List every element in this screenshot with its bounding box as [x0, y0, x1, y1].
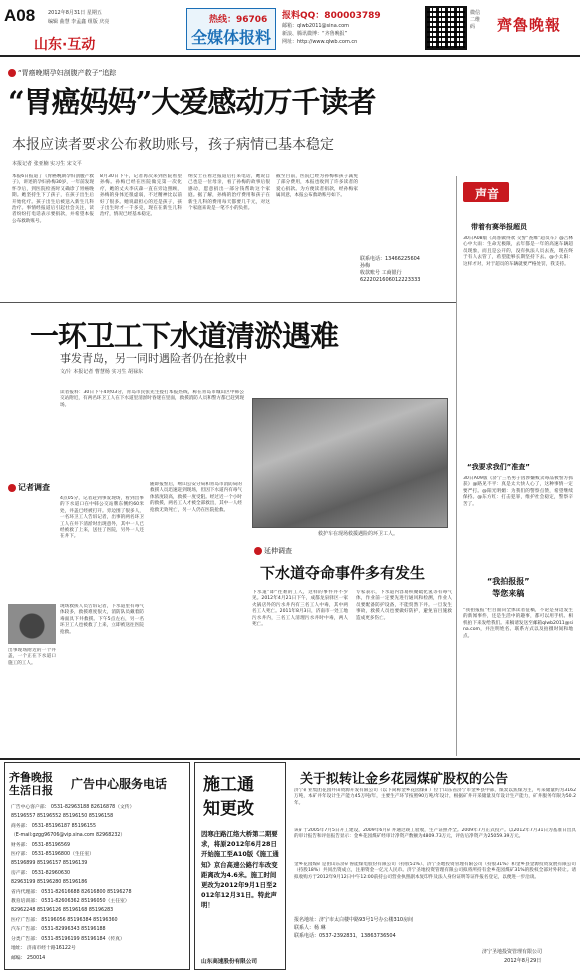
ad-box-title-left: 齐鲁晚报 生活日报	[9, 771, 53, 797]
hotline-box	[186, 8, 276, 50]
notice-signer: 山东高速股份有限公司	[201, 959, 257, 965]
email-line: 邮箱：qlwb2011@sina.com	[282, 23, 350, 29]
followup-headline: 下水道夺命事件多有发生	[260, 564, 426, 582]
announcement-para2: 该矿于2005年7月5日开工建设，2009年6月矿井通过竣工验收，生产证照齐全。2009年7月正式投产。以2012年7月31日为基准日出具的审计报告和评估报告显示：金乡花园煤矿经审计净资产数额为4809.73万元，评估后净资产为25059.39万元。	[294, 828, 576, 840]
construction-notice	[194, 762, 286, 970]
account-name: 孙梅	[360, 263, 371, 269]
ad-line: 邮编： 250014	[11, 955, 46, 961]
followup-kicker: 延伸调查	[254, 546, 292, 556]
article-cancer-mother	[0, 60, 454, 296]
article2-byline: 文/片 本报记者 曹慧杨 实习生 胡禄东	[60, 369, 144, 375]
ad-line: 医疗部： 0531-85196800（生任室）	[11, 852, 95, 858]
article1-col1: 本报6日报道了《胃癌晚期孕妇剖腹产救子》，讲述的孕妇孙梅30岁，一年前发现怀孕后，到医院检查时又确诊了胃癌晚期。她坚持生下了孩子，在孩子出生后开始化疗。孩子出生后被送入新生儿科治疗。事情经报道后引起社会关注，读者纷纷打电话表示要捐款，并希望本报公布救助账号。	[12, 174, 94, 224]
section-title: 山东·互动	[34, 37, 96, 53]
account-phone: 联系电话：13466225604	[360, 256, 420, 262]
voice-text1: 30日A08版《高客做得欢 交警“查爆”超员车》@吉林心中大雨：生命无极限，去年都是一年的高速车辆超员现象，而且是公开的，没有执法人员去查，现在终于有人去管了，希望能够长期坚持下去。@小太阳：这样才对，对于超员的车辆就要严格处罚，我支持。	[463, 236, 573, 267]
rescue-photo	[252, 398, 448, 528]
voice-text3: “我拍报报”栏目面向全体读者征稿，不论是身边发生的新闻事件，还是生活中的趣事，都可以用手机、相机拍下来发给我们。来稿请发送至邮箱qlwb2011@sina.com，并注明姓名、联系方式以及拍摄时间和地点。	[463, 608, 573, 639]
ad-line: 分类广告部： 0531-85196199 85196184（传真）	[11, 936, 125, 942]
report-head: 记者调查	[8, 482, 50, 493]
ad-line: 教育培训部： 0531-82606362 85196050（主任室）	[11, 899, 130, 905]
voice-text2: 30日A09版《济宁三名男子因涉嫌贩卖毒品被警方抓获》@路见不平：真是太大快人心了，这种事情一定要严打。@阳光明媚：为我们的警察点赞，希望继续保持。@东方红：打击犯罪，维护社会稳定，警察辛苦了。	[463, 476, 573, 507]
followup-section	[252, 538, 454, 752]
report-label: 报料QQ：800003789	[282, 11, 381, 21]
announcement-signer: 济宁圣地投资管理有限公司	[482, 949, 543, 955]
ad-line: （E-mail:gzgg96706@vip.sina.com 82968232）	[11, 833, 126, 839]
manhole-inset-photo	[8, 604, 56, 644]
article2-deck: 事发青岛，另一同时遇险者仍在抢救中	[60, 352, 247, 365]
article1-headline: “胃癌妈妈”大爱感动万千读者	[8, 85, 376, 119]
ad-line: 房产部： 0531-82960630	[11, 870, 71, 876]
announcement-title: 关于拟转让金乡花园煤矿股权的公告	[300, 772, 509, 787]
rule-after-article1	[0, 302, 456, 303]
announcement-contact-addr: 报名地址：济宁市太白楼中路93号1号办公楼310房间	[294, 917, 414, 923]
weibo-line: 新浪、腾讯微博：“齐鲁晚报”	[282, 31, 348, 37]
announcement-contact-phone: 联系电话：0537-2392831，13863736504	[294, 933, 396, 939]
web-line: 网址：http://www.qlwb.com.cn	[282, 39, 358, 45]
announcement-para1: 济宁矿业集团花园井田资源开发有限公司（以下简称金乡花园煤矿）位于山东省济宁市金乡县中部，煤炭以焦煤为主，可采储量约为3162万吨，本矿井年设计生产能力45万吨/年，主要生产环节按照90万吨/年设计，根据矿井开采储量及年设计生产能力，矿井服务年限为50.2年。	[294, 788, 576, 806]
ad-line: 汽车广告部： 0531-82996343 85196188	[11, 927, 106, 933]
article2-col2: 现场救援人员告诉记者，下水道里有毒气体较多，救援难度很大，消防队员戴着防毒面具下井救援。下午5点左右，另一名环卫工人也被救了上来，立即被送往医院抢救。	[60, 604, 144, 635]
hotline-title: 全媒体报料	[191, 28, 272, 47]
account-number: 6222021606012223333	[360, 277, 421, 283]
announcement-contact-person: 联系人：杨 琳	[294, 925, 326, 931]
article2-headline: 一环卫工下水道清淤遇难	[30, 319, 339, 353]
editors-line: 编辑 曲慧 李孟鑫 组版 庆亮	[48, 19, 110, 25]
article1-byline: 本报记者 张亚楠 实习生 宋文平	[12, 161, 82, 167]
article2-lede: 读者报料：30日下午4时03分，青岛市民张先生拨打本报热线，称在青岛市城山区中韩公交站附近，有两名环卫工人在下水道里清淤时昏迷在里面，救援消防人员和警方都已赶到现场。	[60, 390, 244, 408]
ad-service-box	[4, 762, 190, 970]
article1-deck: 本报应读者要求公布救助账号，孩子病情已基本稳定	[12, 137, 334, 153]
inset-caption: 出事现场附近的一个井盖，一个正在下水道口施工的工人。	[8, 648, 56, 666]
kicker-dot-icon	[8, 69, 16, 77]
masthead-rule	[0, 55, 580, 57]
qr-code	[425, 6, 467, 50]
donation-account	[360, 256, 452, 292]
article1-col3: 纳女士在看过报道后打来电话，她说自己也是一位母亲，看了孙梅的故事后很感动，愿意捐出一部分钱帮助这个家庭。据了解，孙梅的治疗费用和孩子在新生儿科的费用每天都要几千元，对这个家庭来说是一笔不小的负担。	[188, 174, 270, 212]
ad-box-title-right: 广告中心服务电话	[71, 777, 168, 791]
voice-column	[456, 176, 580, 756]
article2-col1: 4点05分，记者赶到事发现场，看到出事的下水道口在中韩公交站牌东侧约60米处，井盖已经被打开。旁边围了很多人，一名环卫工人告诉记者，出事的两名环卫工人在井下清淤时出现意外，其中一人已经被救了上来，送往了医院，另外一人还在井下。	[60, 496, 144, 540]
masthead	[0, 0, 580, 56]
notice-title: 施工通 知更改	[203, 775, 254, 819]
followup-dot-icon	[254, 547, 262, 555]
voice-sub3: “我拍报报” 等您来稿	[487, 577, 530, 598]
ad-line: 财务部： 0531-85196569	[11, 842, 71, 848]
page-number: A08	[4, 6, 36, 25]
ad-line: 广告中心客户部： 0531-82963188 82616878（文传）	[11, 805, 135, 810]
ad-line: 商务部： 0531-85196187 85196155	[11, 823, 97, 829]
ad-line: 85196557 85196552 85196150 85196158	[11, 814, 114, 820]
article1-col2: 8月30日下午，记者再次来到医院看望孙梅。孙梅已经在医院做完第一次化疗，她的丈夫李庆森一直在旁边照顾，孙梅的身体还很虚弱，不过精神比以前好了很多。她说最担心的还是孩子，孩子出生时才一千多克，现在在新生儿科治疗，情况已经基本稳定。	[100, 174, 182, 218]
article2-col3: 随即报警后，崂山公安分局和青岛市消防局的救援人员迅速赶到现场，但因下水道内有毒气体浓度较高，救援一度受阻。经过近一个小时的救援，两名工人才被全部救出，其中一人经抢救无效死亡，另一人仍在医院抢救。	[150, 482, 242, 513]
photo-caption: 救护车在现场救援遇险的环卫工人。	[318, 531, 399, 537]
hotline-label: 热线：96706	[209, 15, 268, 25]
article1-kicker: “胃癌晚期孕妇剖腹产救子”追踪	[8, 68, 116, 78]
followup-col2: 专家表示，下水道内容易积聚硫化氢等有毒气体，作业前一定要先进行通风和检测，作业人员要配备防护设备，不能贸然下井。一旦发生事故，救援人员也要做好防护，避免盲目施救造成更多伤亡。	[356, 590, 452, 621]
announcement-para3: 金乡花园煤矿是由山东济矿鲁能煤电股份有限公司（持股51%）、济宁圣地投资管理有限公司（持股31%）和金乡县金源投资发展有限公司（持股18%）共同出资成立，注册资金一亿元人民币。济宁圣地投资管理有限公司拟将所持有金乡花园煤矿31%的股权全部对外转让。请拟收购方于2012年9月12日中午12:00前持公司营业执照副本复印件及法人身份证明等证件报名登记，以便进一步洽谈。	[294, 862, 576, 880]
followup-col1: 下水道”即“往难的工人，这样的事件并不少见。2012年4月21日下午，成都龙泉驿区一家火锅店外的污水井内有三名工人中毒，其中两名工人死亡。2011年8月3日，济南市一处工地污水井内，三名工人清理污水井时中毒，两人死亡。	[252, 590, 348, 628]
article1-col4: 截至目前，医院已经为孙梅和孩子减免了部分费用，本报也收到了许多读者的爱心捐款。为方便读者捐款，经孙梅家属同意，本报公布救助账号如下。	[276, 174, 358, 199]
voice-sub1: 带着有赛举报超员	[471, 223, 527, 231]
voice-sub2: “我要求我们”准查”	[467, 463, 530, 471]
ad-line: 省内代理部： 0531-82616688 82616800 85196278	[11, 889, 132, 895]
rule-before-ads	[0, 758, 580, 760]
notice-body: 因寒庄路江络大桥第二期要求，将原2012年6月28日开始施工至A10版《施工通知》京台高速公路行车改变距离改为4.6米。施工时间更改为2012年9月1日至2012年12月31日。特此声明！	[201, 830, 279, 910]
equity-announcement	[290, 762, 578, 970]
newspaper-logo: 齊魯晚報	[497, 16, 562, 34]
voice-title: 声音	[475, 187, 500, 201]
ad-box-lines	[11, 803, 187, 963]
ad-line: 85196899 85196157 85196139	[11, 861, 88, 867]
qr-caption: 微信二维码	[470, 10, 481, 30]
announcement-date: 2012年8月29日	[504, 958, 542, 964]
voice-header	[463, 182, 509, 202]
date-line: 2012年8月31日 星期五	[48, 10, 102, 16]
ad-line: 82963199 85196280 85196186	[11, 880, 88, 886]
ad-line: 82962248 85196126 85196168 85196283	[11, 908, 114, 914]
account-bank: 收款账号 工商银行	[360, 270, 402, 276]
ad-line: 医疗广告部： 85196056 85196384 85196360	[11, 917, 118, 923]
report-dot-icon	[8, 484, 16, 492]
ad-line: 地址： 济南市经十路16122号	[11, 946, 76, 952]
